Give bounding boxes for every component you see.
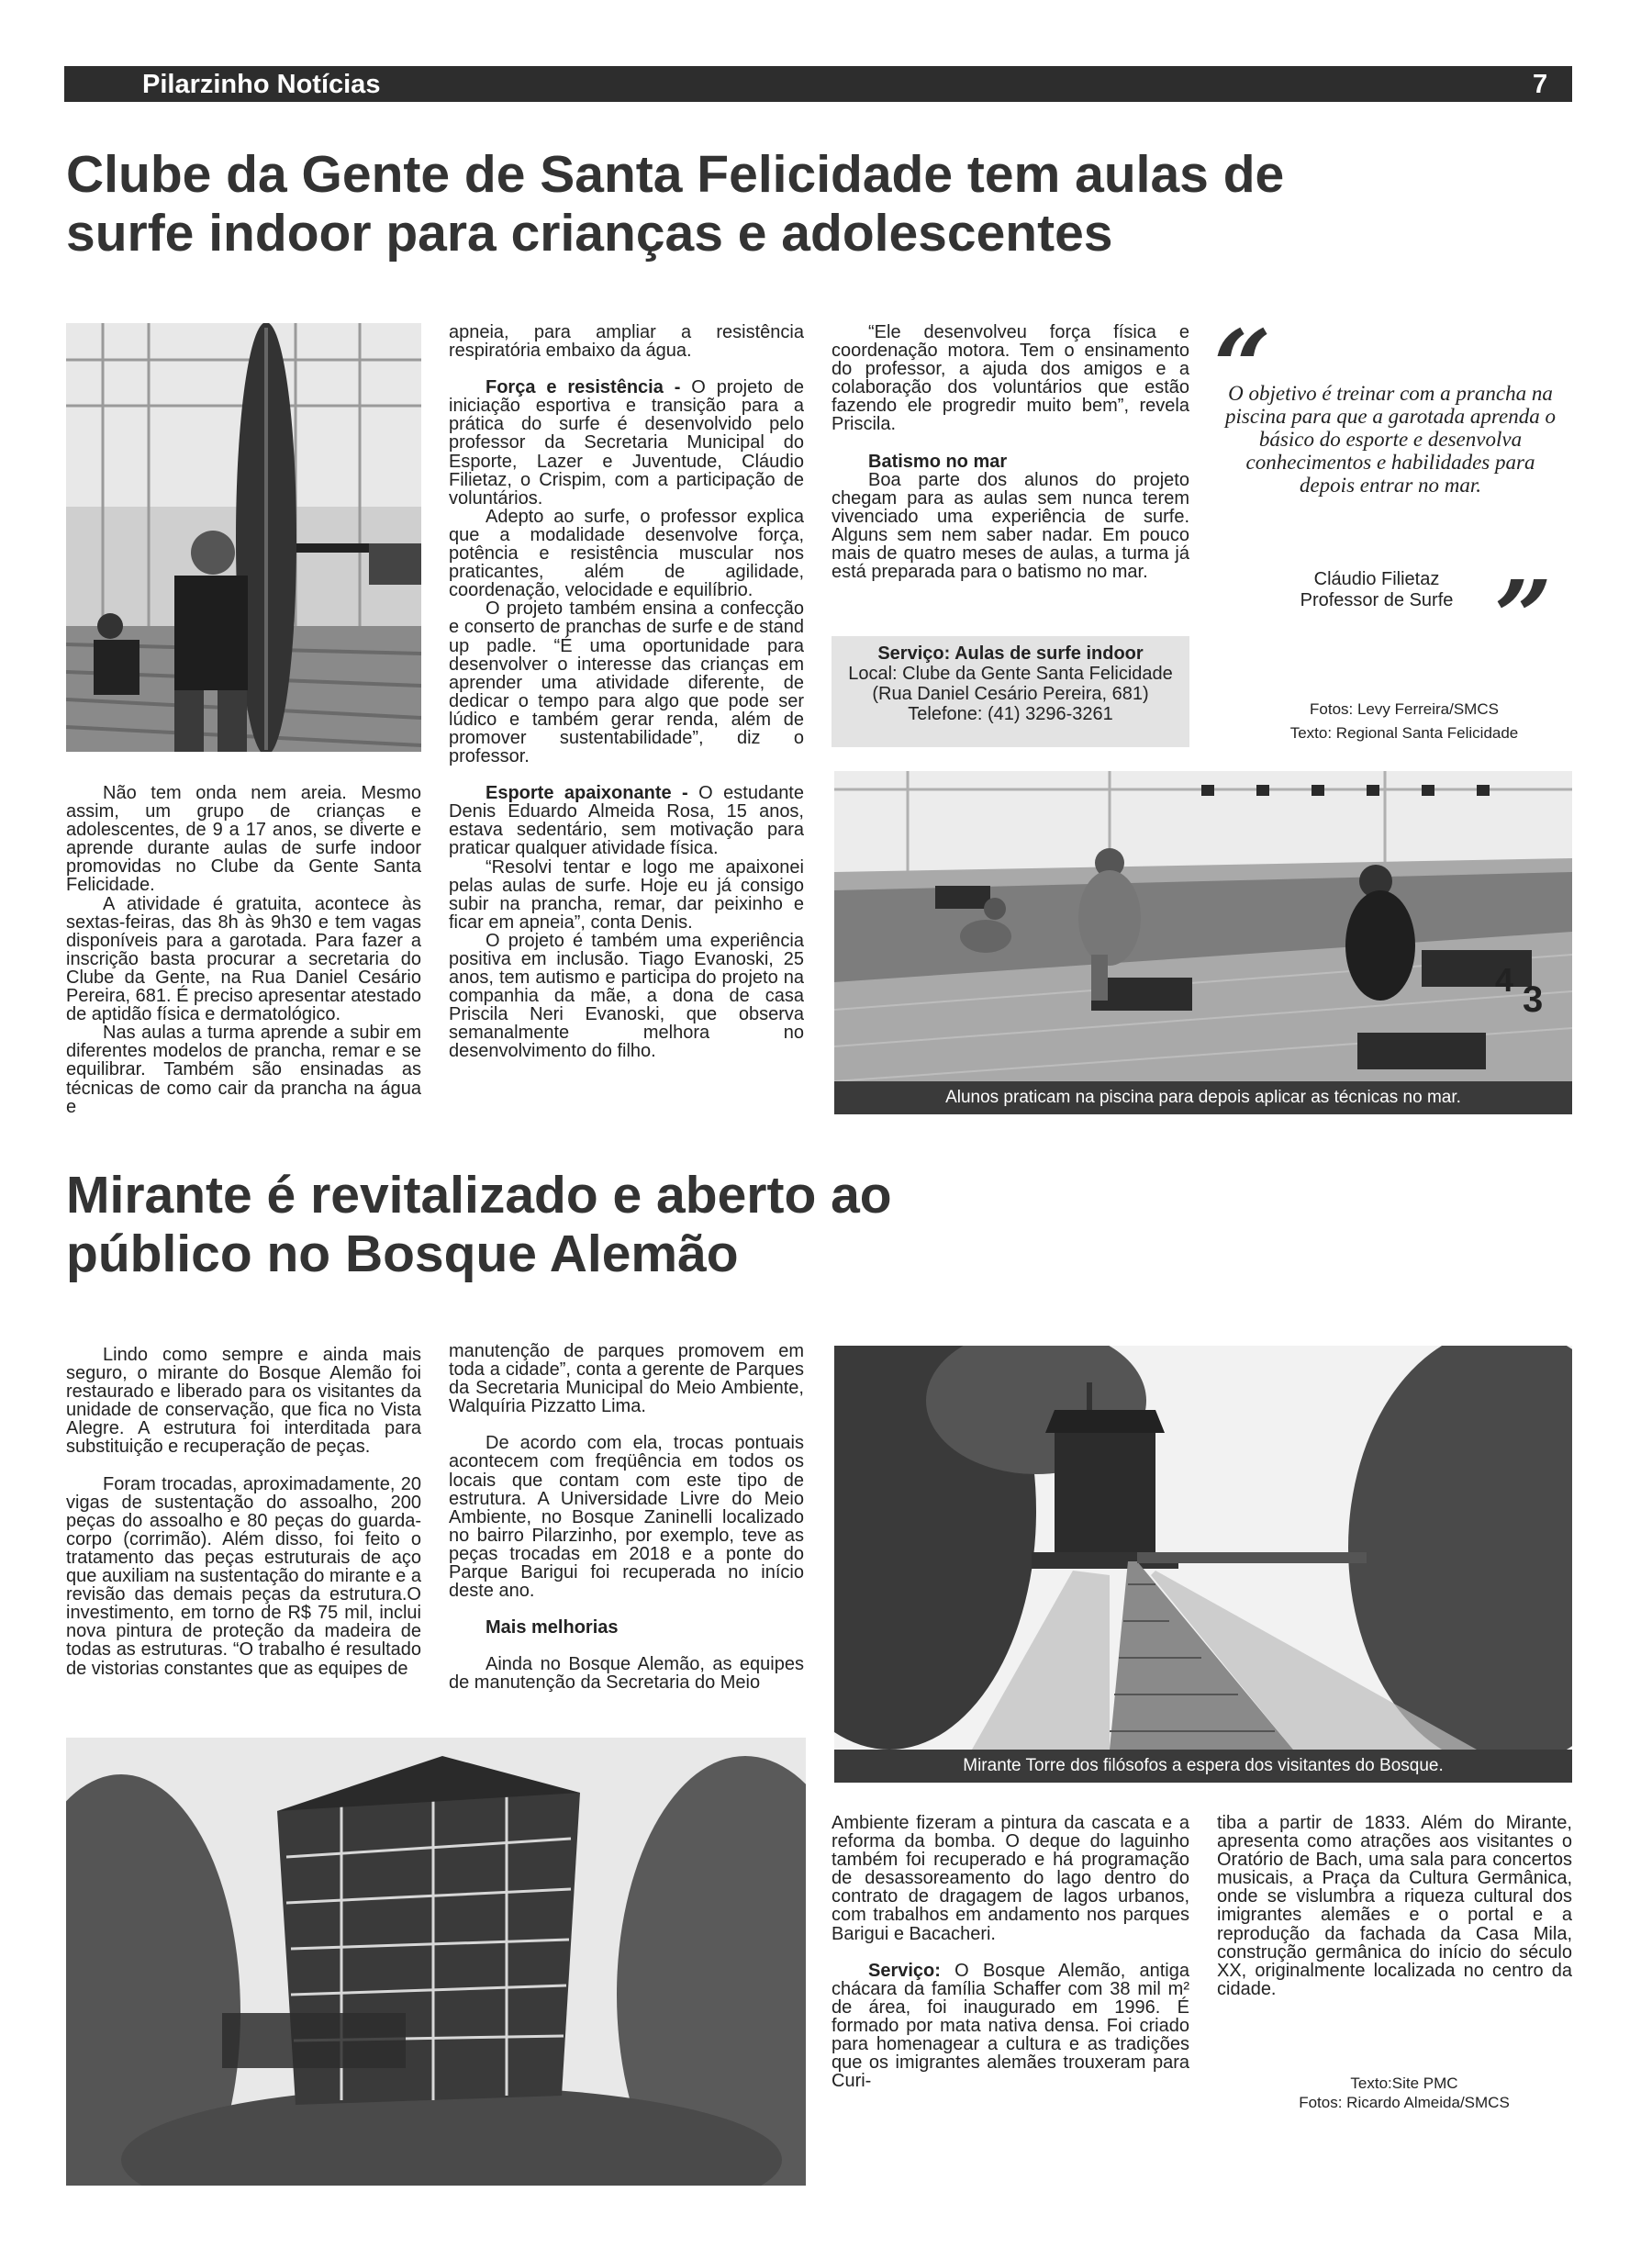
esporte-subhead: Esporte apaixonante - xyxy=(486,783,688,804)
pull-quote-text: O objetivo é treinar com a prancha na piscina para que a garotada aprenda o básico do esporte e desenvolva conhecimentos e habilidades para depois entrar no mar. xyxy=(1225,382,1556,497)
pool-photo-caption: Alunos praticam na piscina para depois aplicar as técnicas no mar. xyxy=(834,1081,1572,1114)
article2-credits: Texto:Site PMC Fotos: Ricardo Almeida/SMCS xyxy=(1299,2075,1510,2111)
article2-headline: Mirante é revitalizado e aberto ao público no Bosque Alemão xyxy=(66,1166,892,1283)
article2-column-2: manutenção de parques promovem em toda a cidade”, conta a gerente de Parques da Secretaria Municipal do Meio Ambiente, Walquíria Pizzatto Lima. De acordo com ela, trocas pontuais acontecem com freqüência em todos os locais que contam com este tipo de estrutura. A Universidade Livre do Meio Ambiente, no Bosque Zaninelli localizado no bairro Pilarzinho, por exemplo, teve as peças trocadas em 2018 e a ponte do Parque Barigui foi recuperada no início deste ano. Mais melhorias Ainda no Bosque Alemão, as equipes de manutenção da Secretaria do Meio xyxy=(449,1341,804,1694)
forca-subhead: Força e resistência - xyxy=(486,377,681,398)
surfer-photo xyxy=(66,323,421,752)
newspaper-title: Pilarzinho Notícias xyxy=(142,70,381,99)
article1-column-1: Não tem onda nem areia. Mesmo assim, um grupo de crianças e adolescentes, de 9 a 17 anos, se diverte e aprende durante aulas de surfe indoor promovidas no Clube da Gente Santa Felicidade. A atividade é gratuita, acontece às sextas-feiras, das 8h às 9h30 e tem vagas disponíveis para a garotada. Para fazer a inscrição basta procurar a secretaria do Clube da Gente, na Rua Daniel Cesário Pereira, 681. É preciso apresentar atestado de aptidão física e dermatológico. Nas aulas a turma aprende a subir em diferentes modelos de prancha, remar e se equilibrar. Também são ensinadas as técnicas de como cair da prancha na água e xyxy=(66,783,421,1117)
article2-column-3: Ambiente fizeram a pintura da cascata e a reforma da bomba. O deque do laguinho também foi recuperado e há programação de desassoreamento do lago dentro do contrato de dragagem de lagos urbanos, com trabalhos em andamento nos parques Barigui e Bacacheri. Serviço: O Bosque Alemão, antiga chácara da família Schaffer com 38 mil m² de área, foi inaugurado em 1996. É formado por mata nativa densa. Foi criado para homenagear a cultura e as tradições que os imigrantes alemães trouxeram para Curi- xyxy=(832,1813,1189,2092)
svg-text:4: 4 xyxy=(1495,961,1514,999)
article1-credits: Fotos: Levy Ferreira/SMCS Texto: Regional Santa Felicidade xyxy=(1289,700,1519,742)
batismo-subhead: Batismo no mar xyxy=(868,451,1008,472)
article2-column-4: tiba a partir de 1833. Além do Mirante, apresenta como atrações aos visitantes o Oratório de Bach, uma sala para concertos musicais, a Praça da Cultura Germânica, onde se vislumbra a riqueza cultural dos imigrantes alemães e o portal e a reprodução da fachada da Casa Mila, construção germânica do início do século XX, originalmente localizada no centro da cidade. xyxy=(1217,1813,1572,1999)
article2-column-1: Lindo como sempre e ainda mais seguro, o mirante do Bosque Alemão foi restaurado e liberado para os visitantes da unidade de conservação, que fica no Vista Alegre. A estrutura foi interditada para substituição e recuperação de peças. Foram trocadas, aproximadamente, 20 vigas de sustentação do assoalho, 200 peças do assoalho e 80 peças do guarda-corpo (corrimão). Além disso, foi feito o tratamento das peças estruturais de aço que auxiliam na sustentação do mirante e a revisão das demais peças da estrutura.O investimento, em torno de R$ 75 mil, inclui nova pintura de proteção da madeira de todas as estruturas. “O trabalho é resultado de vistorias constantes que as equipes de xyxy=(66,1345,421,1679)
service-box: Serviço: Aulas de surfe indoor Local: Clube da Gente Santa Felicidade (Rua Daniel Cesário Pereira, 681) Telefone: (41) 3296-3261 xyxy=(832,636,1189,747)
mais-melhorias-subhead: Mais melhorias xyxy=(486,1617,619,1638)
quote-open-mark: “ xyxy=(1213,308,1272,426)
svg-text:3: 3 xyxy=(1523,979,1544,1020)
page-number: 7 xyxy=(1533,70,1548,99)
bridge-tower-caption: Mirante Torre dos filósofos a espera dos visitantes do Bosque. xyxy=(834,1750,1572,1783)
bridge-tower-photo xyxy=(834,1346,1572,1750)
article1-column-3: “Ele desenvolveu força física e coordenação motora. Tem o ensinamento do professor, a ajuda dos amigos e a colaboração dos voluntários que estão fazendo ele progredir muito bem”, revela Priscila. Batismo no mar Boa parte dos alunos do projeto chegam para as aulas sem nunca terem vivenciado uma experiência de surfe. Alguns sem nem saber nadar. Em pouco mais de quatro meses de aulas, a turma já está preparada para o batismo no mar. xyxy=(832,322,1189,583)
servico-subhead: Serviço: xyxy=(868,1960,941,1981)
quote-close-mark: ” xyxy=(1494,558,1553,677)
pool-photo xyxy=(834,771,1572,1081)
wooden-tower-photo xyxy=(66,1738,806,2186)
article1-headline: Clube da Gente de Santa Felicidade tem aulas de surfe indoor para crianças e adolescentes xyxy=(66,145,1285,263)
quote-attribution: Cláudio Filietaz Professor de Surfe xyxy=(1300,569,1454,610)
article1-column-2: apneia, para ampliar a resistência respiratória embaixo da água. Força e resistência - O projeto de iniciação esportiva e transição para a prática do surfe é desenvolvido pelo professor da Secretaria Municipal do Esporte, Lazer e Juventude, Cláudio Filietaz, o Crispim, com a participação de voluntários. Adepto ao surfe, o professor explica que a modalidade desenvolve força, potência e resistência muscular nos praticantes, além de agilidade, coordenação, velocidade e equilíbrio. O projeto também ensina a confecção e conserto de pranchas de surfe e de stand up padle. “É uma oportunidade para desenvolver o interesse das crianças em aprender uma atividade diferente, de dedicar o tempo para algo que pode ser lúdico e também gerar renda, além de promover sustentabilidade”, diz o professor. Esporte apaixonante - O estudante Denis Eduardo Almeida Rosa, 15 anos, estava sedentário, sem motivação para praticar qualquer atividade física. “Resolvi tentar e logo me apaixonei pelas aulas de surfe. Hoje eu já consigo subir na prancha, remar, dar peixinho e ficar em apneia”, conta Denis. O projeto é também uma experiência positiva em inclusão. Tiago Evanoski, 25 anos, tem autismo e participa do projeto na companhia da mãe, a dona de casa Priscila Neri Evanoski, que observa semanalmente melhora no desenvolvimento do filho. xyxy=(449,322,805,1062)
